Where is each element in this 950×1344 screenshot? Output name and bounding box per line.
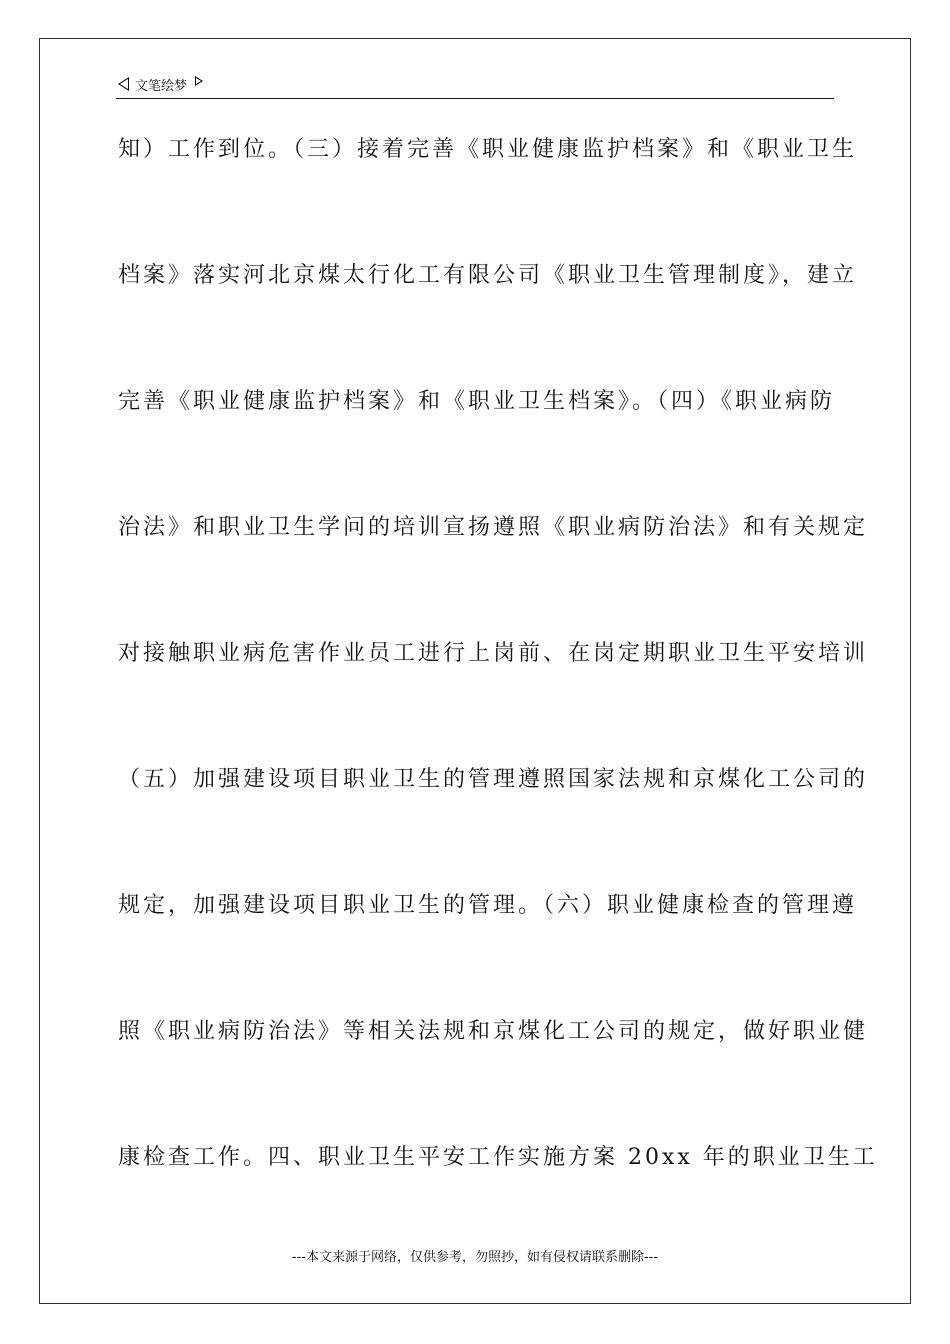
body-line: 完善《职业健康监护档案》和《职业卫生档案》。（四）《职业病防 bbox=[118, 389, 836, 414]
body-line: 知）工作到位。（三）接着完善《职业健康监护档案》和《职业卫生 bbox=[118, 137, 858, 162]
body-line: 档案》落实河北京煤太行化工有限公司《职业卫生管理制度》，建立 bbox=[118, 263, 858, 288]
body-line: 治法》和职业卫生学问的培训宣扬遵照《职业病防治法》和有关规定 bbox=[118, 515, 869, 540]
triangle-right-icon bbox=[195, 76, 203, 86]
header-divider bbox=[116, 98, 834, 99]
document-body bbox=[118, 128, 878, 1262]
body-line: （五）加强建设项目职业卫生的管理遵照国家法规和京煤化工公司的 bbox=[118, 767, 869, 792]
footer-disclaimer: ---本文来源于网络，仅供参考，勿照抄，如有侵权请联系删除--- bbox=[291, 1250, 659, 1265]
page-header bbox=[118, 72, 203, 96]
body-line: 规定，加强建设项目职业卫生的管理。（六）职业健康检查的管理遵 bbox=[118, 893, 858, 918]
body-line: 对接触职业病危害作业员工进行上岗前、在岗定期职业卫生平安培训 bbox=[118, 641, 869, 666]
triangle-left-icon bbox=[118, 77, 129, 91]
body-line: 照《职业病防治法》等相关法规和京煤化工公司的规定，做好职业健 bbox=[118, 1019, 869, 1044]
header-title: 文笔绘梦 bbox=[135, 78, 188, 94]
body-line: 康检查工作。四、职业卫生平安工作实施方案 20xx 年的职业卫生工 bbox=[118, 1145, 878, 1170]
